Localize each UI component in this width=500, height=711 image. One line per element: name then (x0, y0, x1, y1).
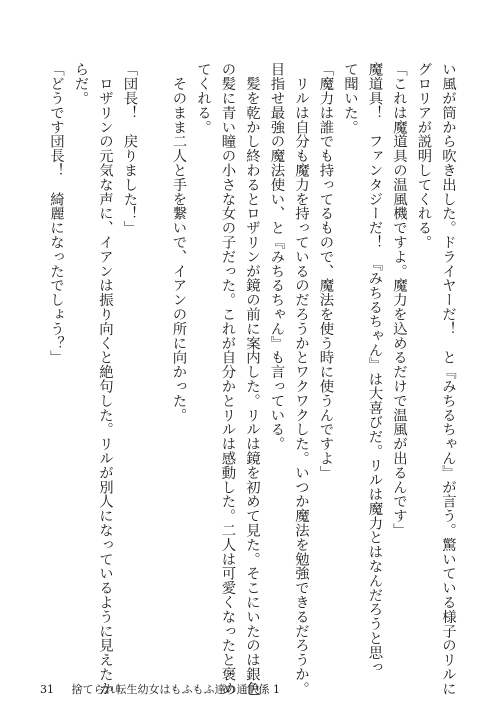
text-line: 「団長！ 戻りました！」 (121, 62, 138, 235)
text-line: らだ。 (72, 62, 89, 106)
text-line: グロリアが説明してくれる。 (415, 62, 432, 250)
text-line: ロザリンの元気な声に、イアンは振り向くと絶句した。リルが別人になっているように見えたか (97, 62, 113, 696)
text-line: 「これは魔道具の温風機ですよ。魔力を込めるだけで温風が出るんです」 (391, 62, 407, 538)
text-line: て聞いた。 (342, 62, 358, 134)
text-line: 目指せ最強の魔法使い、と『みちるちゃん』も言っている。 (268, 62, 285, 451)
text-line: の髪に青い瞳の小さな女の子だった。これが自分かとリルは感動した。二人は可愛くなったと褒め (219, 62, 236, 696)
page-number: 31 (40, 683, 54, 696)
text-line: てくれる。 (195, 62, 211, 134)
text-line: リルは自分も魔力を持っているのだろうかとワクワクした。いつか魔法を勉強できるだろうか。 (293, 62, 309, 696)
page-footer (40, 681, 280, 697)
text-line: 「魔力は誰でも持ってるもので、魔法を使う時に使うんですよ」 (317, 62, 334, 480)
text-line: 「どうです団長！ 綺麗になったでしょう？」 (48, 62, 64, 365)
text-line: 魔道具！ ファンタジーだ！ 『みちるちゃん』は大喜びだ。リルは魔力とはなんだろうと思っ (366, 62, 383, 674)
text-line: そのまま二人と手を繋いで、イアンの所に向かった。 (170, 62, 187, 422)
text-line: 髪を乾かし終わるとロザリンが鏡の前に案内した。リルは鏡を初めて見た。そこにいたのは銀色 (244, 62, 260, 696)
text-line: い風が筒から吹き出した。ドライヤーだ！ と『みちるちゃん』が言う。驚いている様子のリルに (440, 62, 456, 696)
running-title: 捨てられ転生幼女はもふもふ達の通訳係 1 (71, 683, 280, 696)
